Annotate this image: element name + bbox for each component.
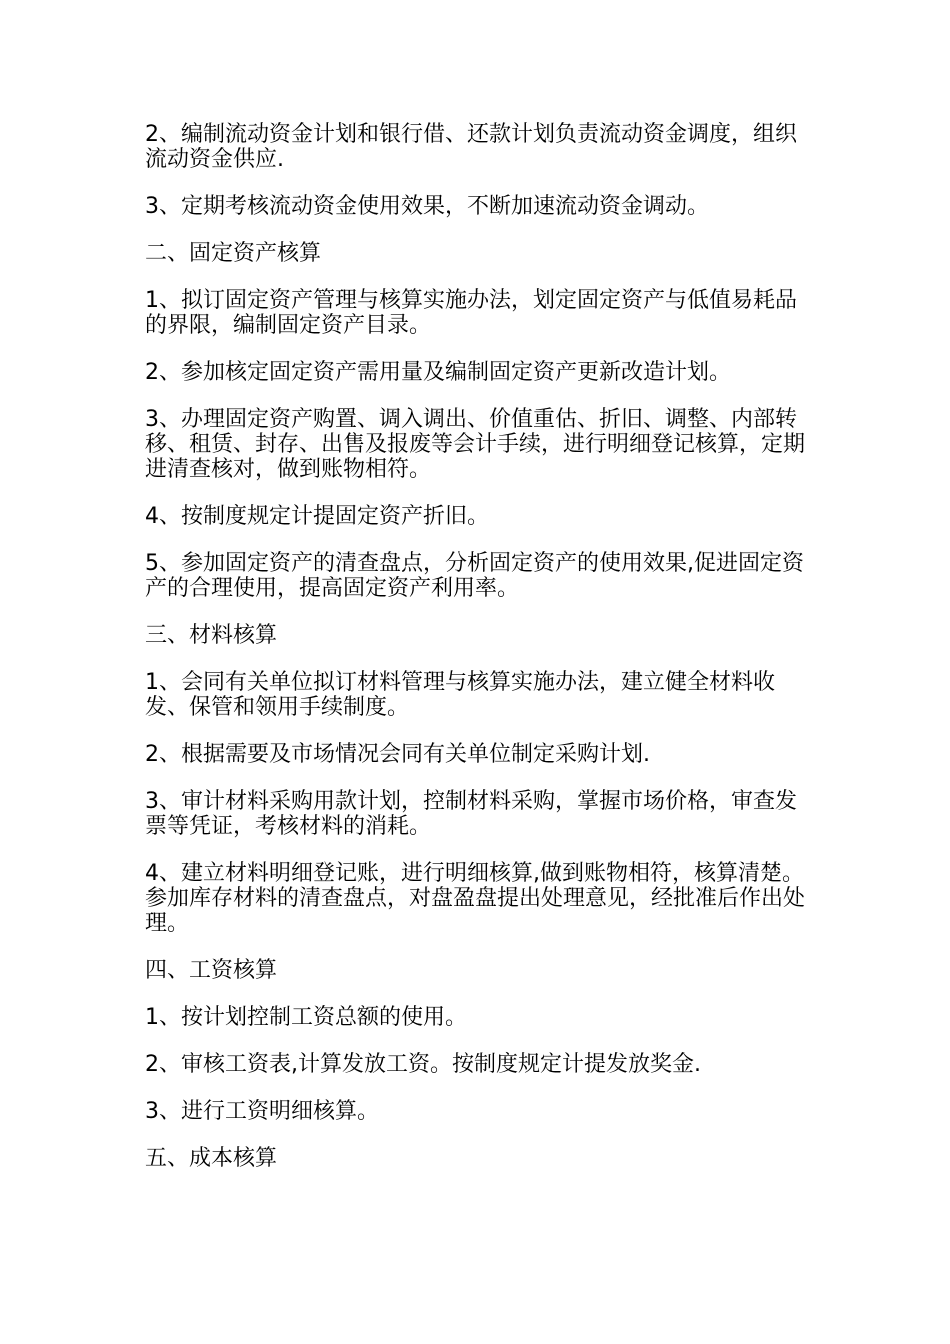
paragraph-materials-ledger: 4、建立材料明细登记账，进行明细核算,做到账物相符，核算清楚。参加库存材料的清查盘点，对盘盈盘提出处理意见，经批准后作出处理。	[145, 861, 806, 936]
paragraph-materials-audit: 3、审计材料采购用款计划，控制材料采购，掌握市场价格，审查发票等凭证，考核材料的消耗。	[145, 789, 797, 839]
paragraph-wages-payroll: 2、审核工资表,计算发放工资。按制度规定计提发放奖金.	[145, 1052, 701, 1077]
section-heading-fixed-assets: 二、固定资产核算	[145, 241, 322, 266]
paragraph-fixed-assets-renewal: 2、参加核定固定资产需用量及编制固定资产更新改造计划。	[145, 360, 731, 385]
paragraph-fixed-assets-depreciation: 4、按制度规定计提固定资产折旧。	[145, 504, 489, 529]
paragraph-wages-detail: 3、进行工资明细核算。	[145, 1099, 379, 1124]
paragraph-materials-purchase-plan: 2、根据需要及市场情况会同有关单位制定采购计划.	[145, 742, 650, 767]
paragraph-materials-rules: 1、会同有关单位拟订材料管理与核算实施办法，建立健全材料收发、保管和领用手续制度。	[145, 670, 775, 720]
section-heading-materials: 三、材料核算	[145, 623, 278, 648]
paragraph-working-capital-plan: 2、编制流动资金计划和银行借、还款计划负责流动资金调度，组织流动资金供应.	[145, 122, 797, 172]
section-heading-cost: 五、成本核算	[145, 1146, 278, 1171]
paragraph-fixed-assets-inventory: 5、参加固定资产的清查盘点，分析固定资产的使用效果,促进固定资产的合理使用，提高固定资产利用率。	[145, 551, 804, 601]
paragraph-working-capital-assessment: 3、定期考核流动资金使用效果，不断加速流动资金调动。	[145, 194, 709, 219]
paragraph-fixed-assets-procedures: 3、办理固定资产购置、调入调出、价值重估、折旧、调整、内部转移、租赁、封存、出售及报废等会计手续，进行明细登记核算，定期进清查核对，做到账物相符。	[145, 407, 806, 482]
section-heading-wages: 四、工资核算	[145, 958, 278, 983]
paragraph-wages-control: 1、按计划控制工资总额的使用。	[145, 1005, 467, 1030]
paragraph-fixed-assets-rules: 1、拟订固定资产管理与核算实施办法，划定固定资产与低值易耗品的界限，编制固定资产目录。	[145, 288, 797, 338]
document-page	[145, 122, 810, 1193]
